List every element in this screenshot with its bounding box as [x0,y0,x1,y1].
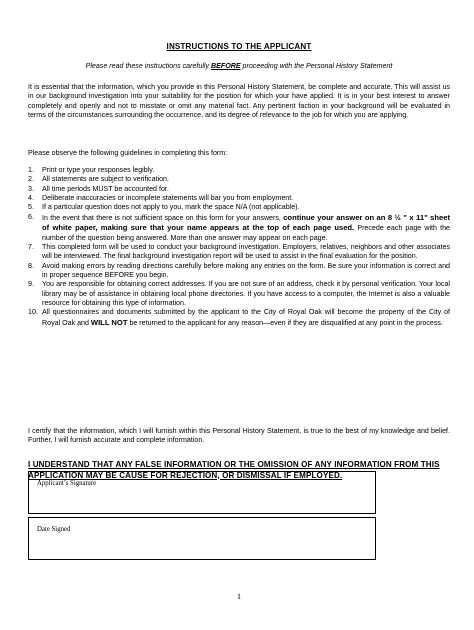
subtitle [28,62,450,71]
subtitle-after: proceeding with the Personal History Statement [240,62,393,70]
item-text: All time periods MUST be accounted for. [42,184,169,193]
list-item [28,185,450,194]
item-text: All questionnaires and documents submitted by the applicant to the City of Royal Oak will become the property of the City of Royal Oak and [42,308,450,327]
date-signed-field[interactable] [28,517,376,560]
item-number: 7. [28,242,34,251]
date-signed-label: Date Signed [37,526,71,533]
item-bold-text: WILL NOT [90,317,128,327]
item-text-continued: Precede each page with the number of the question being answered. More than one answer may appear on each page. [42,224,450,242]
item-number: 2. [28,175,34,184]
item-number: 9. [28,280,34,289]
item-text: In the event that there is not sufficient space on this form for your answers, [42,213,284,222]
subtitle-emphasis: BEFORE [211,62,241,70]
warning-statement: I UNDERSTAND THAT ANY FALSE INFORMATION OR THE OMISSION OF ANY INFORMATION FROM THIS APPLICATION MAY BE CAUSE FOR REJECTION, OR DISMISSAL IF EMPLOYED. [28,460,440,480]
list-item [28,166,450,175]
item-text: All statements are subject to verification. [42,175,169,184]
subtitle-before: Please read these instructions carefully [85,62,211,70]
guidelines-list [28,166,450,328]
item-number: 1. [28,166,34,174]
item-text: You are responsible for obtaining correct addresses. If you are not sure of an address, check it by personal verification. Your local library may be of assistance in obtaining local phone directories. If you have access to a computer, the Internet is also a valuable resource for obtaining this type of information. [42,280,450,308]
item-number: 10. [28,308,38,317]
item-text: This completed form will be used to conduct your background investigation. Employers, relatives, neighbors and other associates will be interviewed. The final background investigation report will be used to assist in the final evaluation for the position. [42,242,450,261]
item-text: Avoid making errors by reading directions carefully before making any entries on the form. Be sure your information is correct and in proper sequence BEFORE you begin. [42,261,450,279]
item-number: 4. [28,194,34,203]
list-item [28,203,450,212]
page-title: INSTRUCTIONS TO THE APPLICANT [166,42,312,51]
guidelines-heading: Please observe the following guidelines in completing this form: [28,149,228,157]
list-item [28,175,450,184]
certification-paragraph: I certify that the information, which I will furnish within this Personal History Statement, is true to the best of my knowledge and belief. Further, I will furnish accurate and complete information. [28,427,450,445]
item-number: 8. [28,261,34,270]
list-item [28,262,450,281]
list-item [28,194,450,203]
item-text-continued: be returned to the applicant for any reason—even if they are disqualified at any point in the process. [127,318,443,327]
page-number: 1 [237,592,241,601]
item-number: 5. [28,203,34,212]
signature-label: Applicant’s Signature [37,480,97,487]
signature-field[interactable] [28,471,376,514]
intro-paragraph: It is essential that the information, which you provide in this Personal History Statement, be complete and accurate. This will assist us in our background investigation into your suitability for the position for which your have applied. It is in your best interest to answer completely and openly and not to misstate or omit any material fact. Any pertinent faction in your background will be evaluated in terms of the circumstances surrounding the occurrence, and its degree of relevance to the job for which you are applying. [28,83,450,120]
list-item [28,243,450,262]
item-text: If a particular question does not apply to you, mark the space N/A (not applicable). [42,203,300,212]
item-text: Print or type your responses legibly. [42,166,155,174]
list-item [28,213,450,243]
item-bold-text: continue your answer on an 8 ½ " x 11" sheet of white paper, making sure that your name appears at the top of each page used. [42,212,450,233]
item-text: Deliberate inaccuracies or incomplete statements will bar you from employment. [42,194,294,203]
list-item [28,308,450,328]
item-number: 6. [28,212,34,221]
item-number: 3. [28,184,34,193]
list-item [28,280,450,308]
